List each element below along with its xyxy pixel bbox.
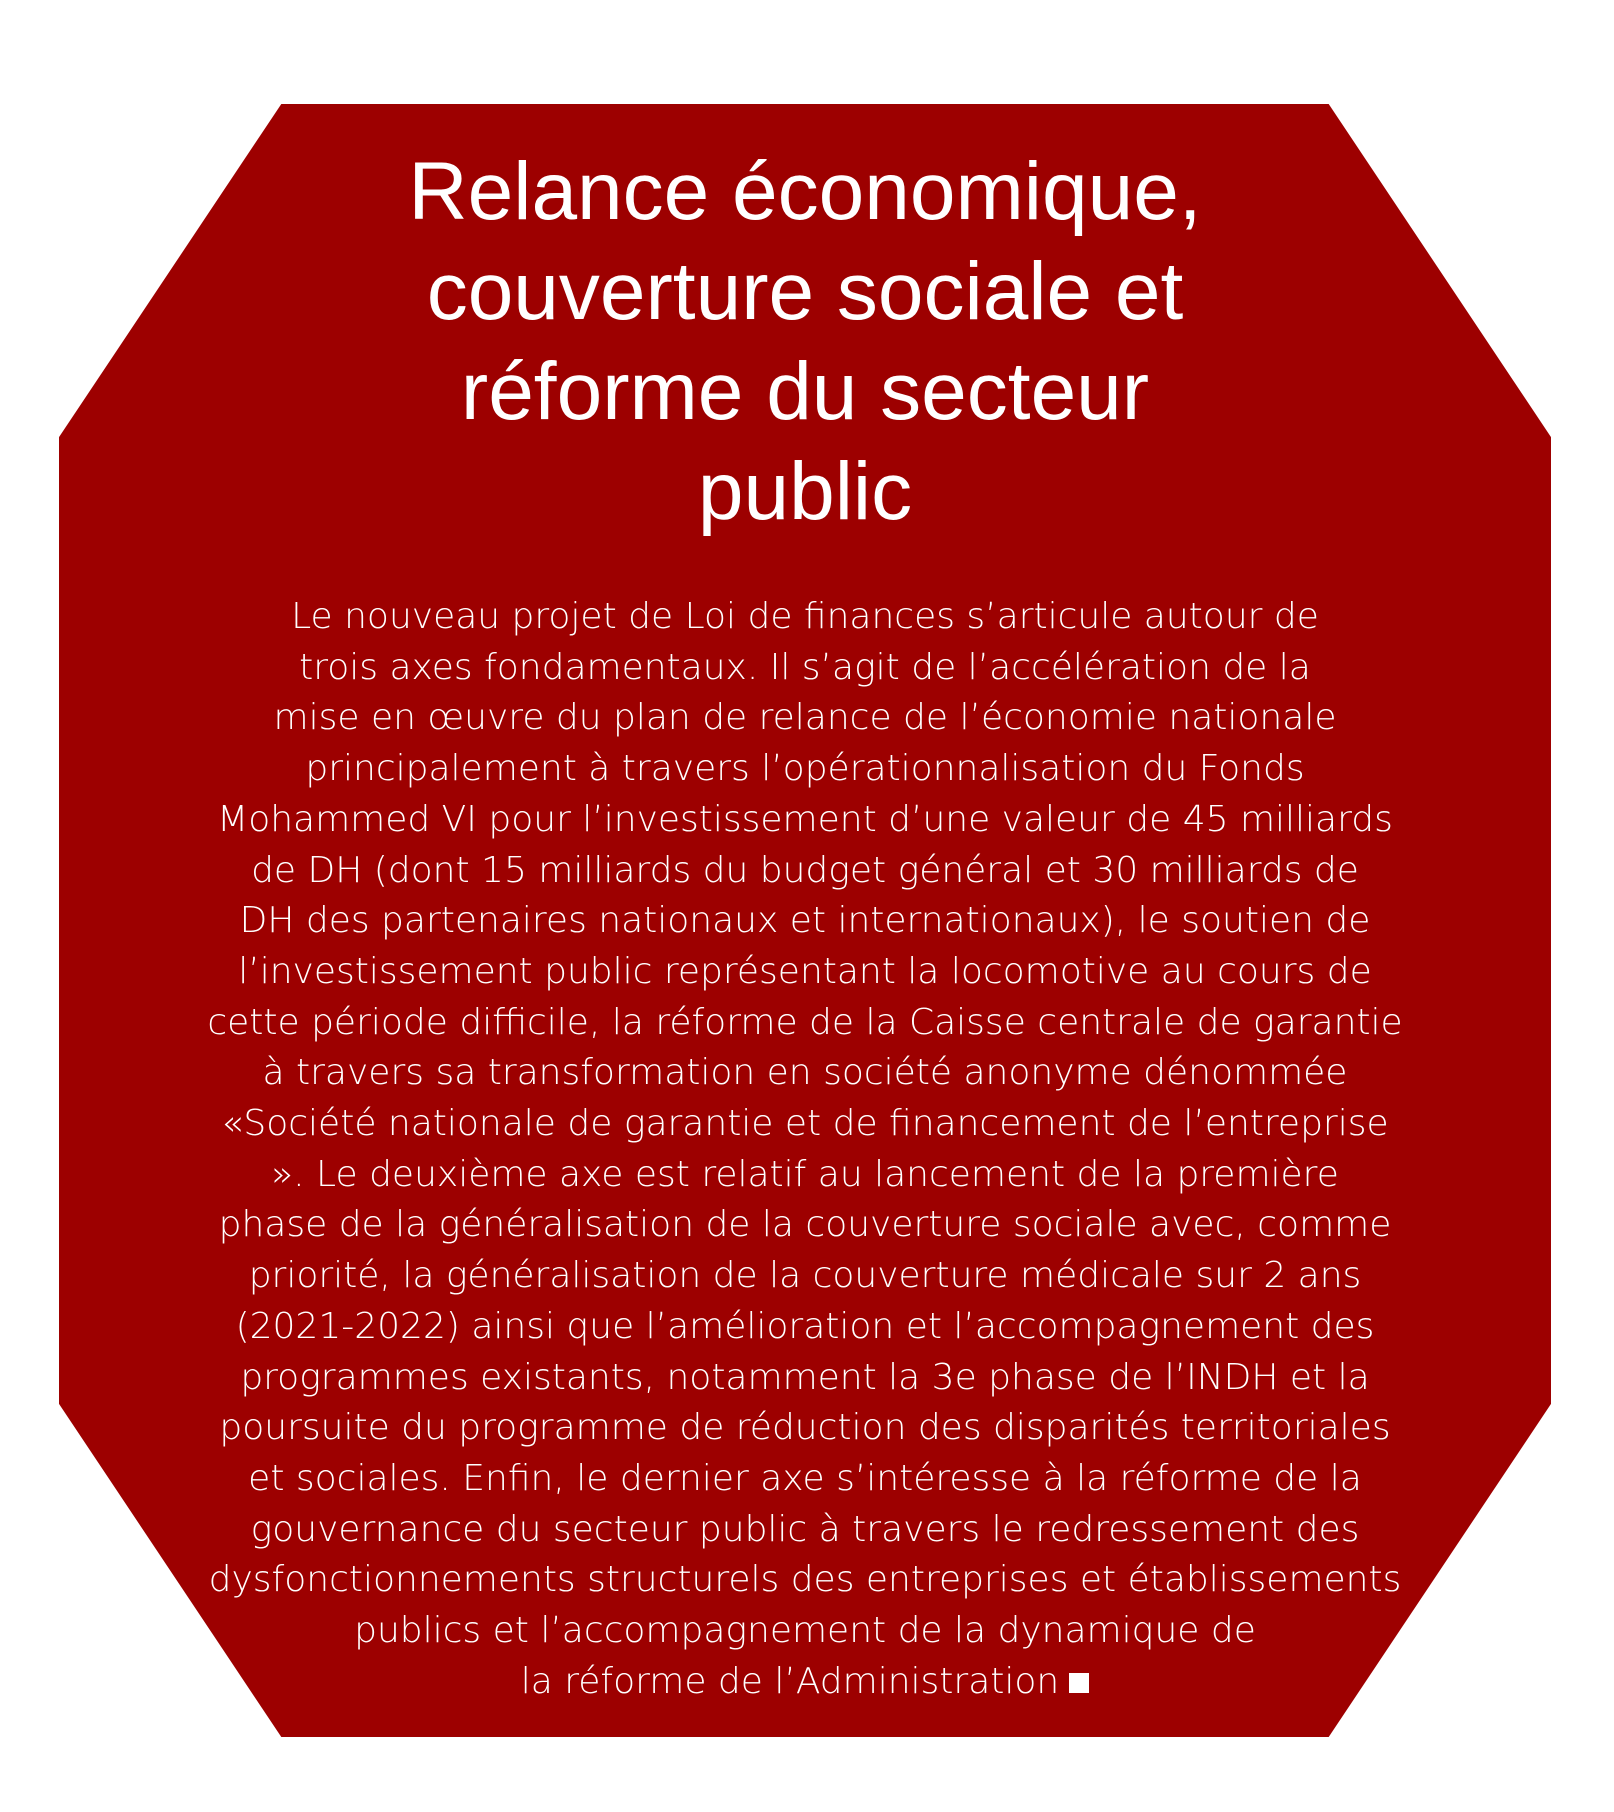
body-line: ». Le deuxième axe est relatif au lancement de la première [271, 1153, 1339, 1195]
body-line: trois axes fondamentaux. Il s’agit de l’accélération de la [299, 646, 1311, 688]
body-line: DH des partenaires nationaux et internationaux), le soutien de [239, 900, 1371, 942]
article-title [59, 142, 1551, 542]
body-line: l’investissement public représentant la locomotive au cours de [238, 950, 1372, 992]
end-square-icon [1069, 1673, 1089, 1693]
body-last-line [59, 1657, 1551, 1708]
body-line: phase de la généralisation de la couverture sociale avec, comme [218, 1204, 1392, 1246]
body-line: programmes existants, notamment la 3e phase de l’INDH et la [240, 1356, 1370, 1398]
title-line: Relance économique, [408, 146, 1202, 237]
body-line: cette période difficile, la réforme de la Caisse centrale de garantie [207, 1001, 1403, 1043]
body-line: dysfonctionnements structurels des entreprises et établissements [208, 1559, 1402, 1601]
body-line: priorité, la généralisation de la couverture médicale sur 2 ans [248, 1255, 1362, 1297]
body-line: poursuite du programme de réduction des disparités territoriales [219, 1407, 1391, 1449]
body-last-line-text: la réforme de l’Administration [520, 1660, 1060, 1702]
article-box [59, 104, 1551, 1737]
article-body [59, 592, 1551, 1707]
body-line: «Société nationale de garantie et de financement de l’entreprise [221, 1103, 1389, 1145]
body-line: publics et l’accompagnement de la dynamique de [354, 1610, 1256, 1652]
body-line: de DH (dont 15 milliards du budget général et 30 milliards de [251, 849, 1359, 891]
title-line: public [697, 446, 913, 537]
title-line: couverture sociale et [426, 246, 1184, 337]
body-line: Le nouveau projet de Loi de finances s’articule autour de [291, 596, 1319, 637]
title-line: réforme du secteur [460, 346, 1150, 437]
body-line: principalement à travers l’opérationnalisation du Fonds [305, 748, 1305, 790]
body-line: Mohammed VI pour l’investissement d’une valeur de 45 milliards [217, 798, 1393, 840]
body-line: et sociales. Enfin, le dernier axe s’intéresse à la réforme de la [248, 1457, 1362, 1499]
body-line: mise en œuvre du plan de relance de l’économie nationale [273, 697, 1337, 739]
body-line: (2021-2022) ainsi que l’amélioration et l’accompagnement des [235, 1305, 1375, 1347]
body-line: gouvernance du secteur public à travers le redressement des [250, 1508, 1360, 1550]
body-line: à travers sa transformation en société anonyme dénommée [262, 1052, 1348, 1094]
